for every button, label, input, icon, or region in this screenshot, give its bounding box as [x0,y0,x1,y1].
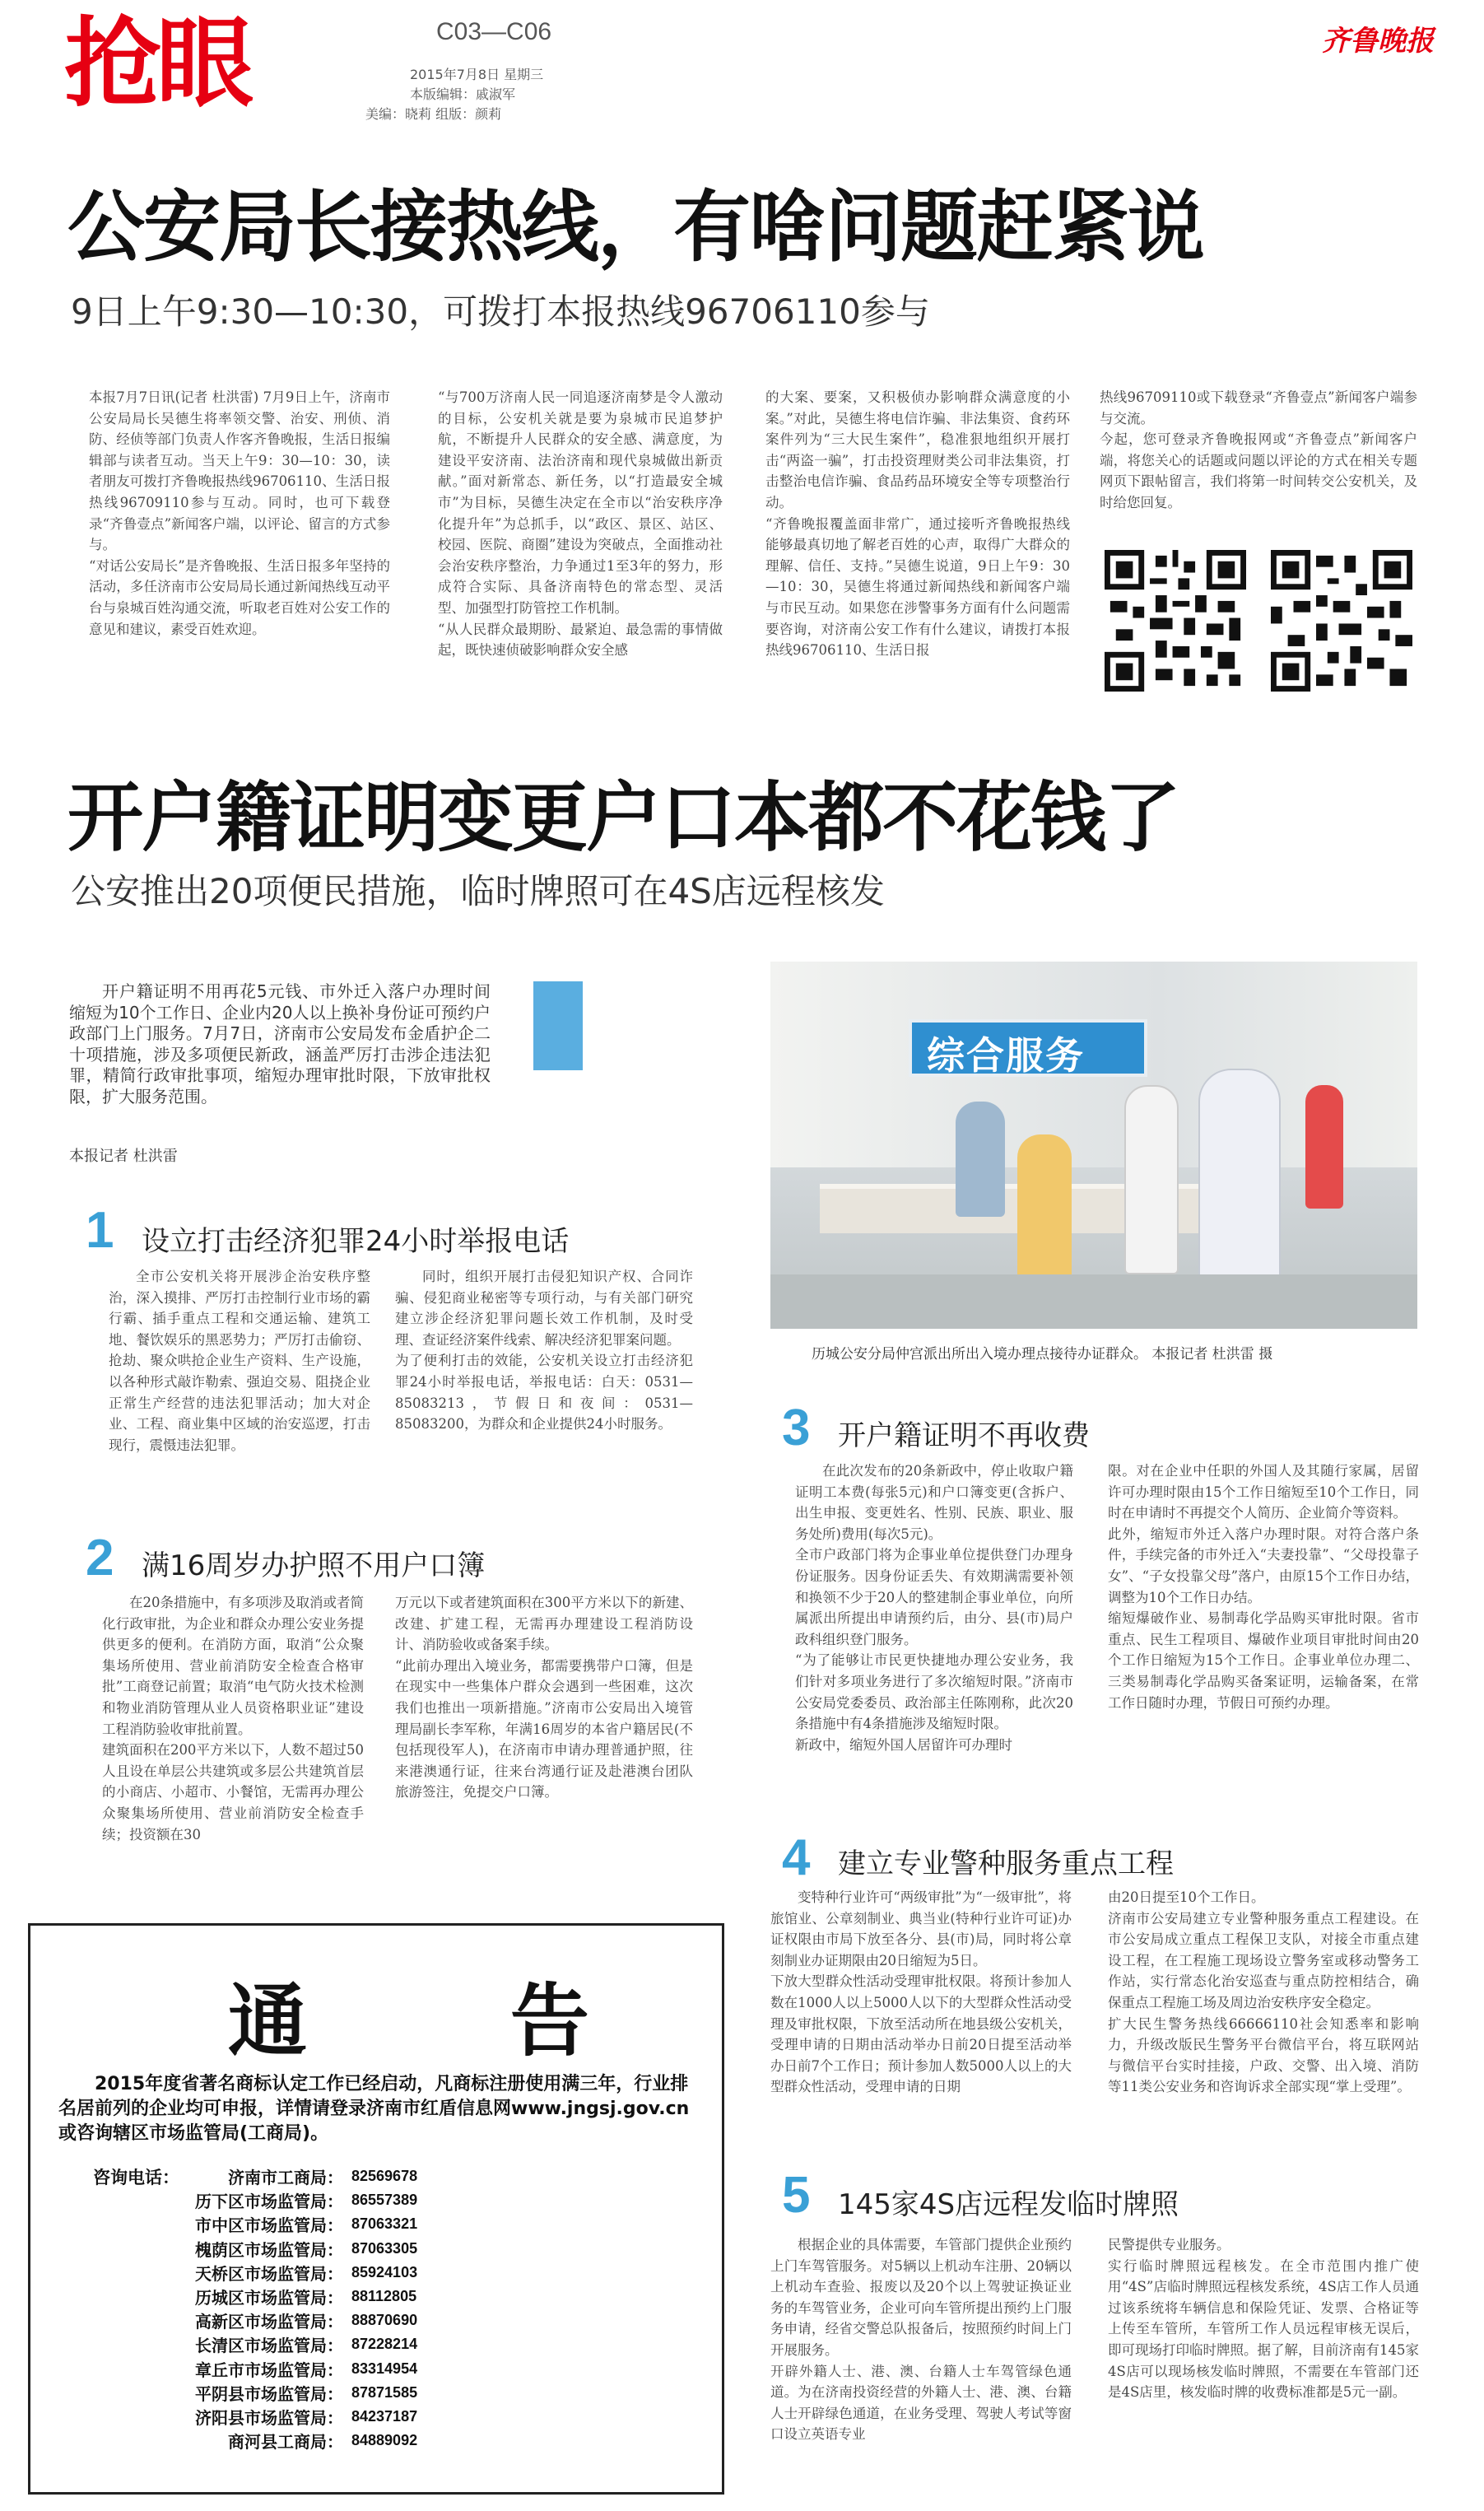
office-phone: 87871585 [351,2383,418,2401]
office-name: 平阴县市场监管局： [195,2383,343,2404]
column-text: 在20条措施中，有多项涉及取消或者简化行政审批，为企业和群众办理公安业务提供更多的便利。在消防方面，取消“公众聚集场所使用、营业前消防安全检查合格审批”工商登记前置；取消“电气防火技术检测和物业消防管理从业人员资格职业证”建设工程消防验收审批前置。 建筑面积在200平方米以下，人数不超过50人且设在单层公共建筑或多层公共建筑首层的小商店、小超市、小餐馆，无需再办理公众聚集场所使用、营业前消防安全检查手续；投资额在30 [102,1595,364,1842]
office-phone: 82569678 [351,2168,418,2185]
section-number: 2 [86,1530,114,1586]
office-name: 天桥区市场监管局： [195,2263,343,2284]
office-name: 济南市工商局： [228,2168,343,2188]
office-phone: 84889092 [351,2432,418,2449]
column-text: 民警提供专业服务。 实行临时牌照远程核发。在全市范围内推广使用“4S”店临时牌照远程核发系统，4S店工作人员通过该系统将车辆信息和保险凭证、发票、合格证等上传至车管所，车管所工作人员远程审核无误后，即可现场打印临时牌照。据了解，目前济南有145家4S店可以现场核发临时牌照，不需要在车管部门还是4S店里，核发临时牌的收费标准都是5元一副。 [1108,2237,1419,2401]
office-phone: 86557389 [351,2192,418,2209]
office-name: 商河县工商局： [228,2432,343,2453]
section-number: 5 [782,2167,811,2224]
section-title: 建立专业警种服务重点工程 [838,1847,1174,1880]
photo-caption: 历城公安分局仲宫派出所出入境办理点接待办证群众。 本报记者 杜洪雷 摄 [812,1346,1273,1363]
column-text: 本报7月7日讯(记者 杜洪雷) 7月9日上午，济南市公安局局长吴德生将率领交警、治安、刑侦、消防、经侦等部门负责人作客齐鲁晚报，生活日报编辑部与读者互动。当天上午9：30—10：30，读者朋友可拨打齐鲁晚报热线96706110、生活日报热线96709110参与互动。同时，也可下载登录“齐鲁壹点”新闻客户端，以评论、留言的方式参与。 “对话公安局长”是齐鲁晚报、生活日报多年坚持的活动，多任济南市公安局局长通过新闻热线互动平台与泉城百姓沟通交流，听取老百姓对公安工作的意见和建议，素受百姓欢迎。 [89,389,390,637]
column-text: 万元以下或者建筑面积在300平方米以下的新建、改建、扩建工程，无需再办理建设工程消防设计、消防验收或备案手续。 “此前办理出入境业务，都需要携带户口簿，但是在现实中一些集体户群众会遇到一些困难，这次我们也推出一项新措施。”济南市公安局出入境管理局副长李军称，年满16周岁的本省户籍居民(不包括现役军人)，在济南市申请办理普通护照，往来港澳通行证，往来台湾通行证及赴港澳台团队旅游签注，免提交户口簿。 [395,1595,693,1801]
phone-label: 咨询电话： [93,2168,179,2187]
office-phone: 87063321 [351,2215,418,2233]
column-text: 根据企业的具体需要，车管部门提供企业预约上门车驾管服务。对5辆以上机动车注册、20辆以上机动车查验、报废以及20个以上驾驶证换证业务的车驾管业务，企业可向车管所提出预约上门服务申请，经省交警总队报备后，按照预约时间上门开展服务。 开辟外籍人士、港、澳、台籍人士车驾管绿色通道。为在济南投资经营的外籍人士、港、澳、台籍人士开辟绿色通道，在业务受理、驾驶人考试等窗口设立英语专业 [770,2237,1072,2443]
section-title: 满16周岁办护照不用户口簿 [142,1549,486,1582]
contact-row [179,2429,442,2453]
office-phone: 84237187 [351,2407,418,2425]
column-text: 在此次发布的20条新政中，停止收取户籍证明工本费(每张5元)和户口簿变更(含拆户、出生申报、变更姓名、性别、民族、职业、服务处所)费用(每次5元)。 全市户政部门将为企事业单位提供登门办理身份证服务。因身份证丢失、有效期满需要补领和换领不少于20人的整建制企事业单位，向所属派出所提出申请预约后，由分、县(市)局户政科组织登门服务。 “为了能够让市民更快捷地办理公安业务，我们针对多项业务进行了多次缩短时限。”济南市公安局党委委员、政治部主任陈刚称，此次20条措施中有4条措施涉及缩短时限。 新政中，缩短外国人居留许可办理时 [795,1463,1073,1753]
office-name: 市中区市场监管局： [195,2215,343,2236]
page-range: C03—C06 [436,18,552,45]
contact-row [179,2381,442,2405]
subheadline: 9日上午9:30—10:30，可拨打本报热线96706110参与 [71,291,930,332]
contact-row [179,2237,442,2261]
contact-row [179,2405,442,2429]
office-phone: 88112805 [351,2288,417,2305]
column-text: “与700万济南人民一同追逐济南梦是令人激动的目标，公安机关就是要为泉城市民追梦护航，不断提升人民群众的安全感、满意度，为建设平安济南、法治济南和现代泉城做出新贡献。”面对新常态、新任务，以“打造最安全城市”为目标，吴德生决定在全市以“治安秩序净化提升年”为总抓手，以“政区、景区、站区、校园、医院、商圈”建设为突破点，全面推动社会治安秩序整治，力争通过1至3年的努力，形成符合实际、具备济南特色的常态型、灵活型、加强型打防管控工作机制。 “从人民群众最期盼、最紧迫、最急需的事情做起，既快速侦破影响群众安全感 [438,389,723,659]
photo-sign-text: 综合服务 [927,1033,1085,1078]
article-column [395,1266,693,1487]
article-column [89,387,390,693]
section-title: 145家4S店远程发临时牌照 [838,2188,1179,2221]
article-column [1108,2234,1419,2498]
section-title: 抢眼 [64,7,249,120]
article-column [1100,387,1417,519]
office-phone: 87063305 [351,2239,418,2257]
office-name: 历城区市场监管局： [195,2288,343,2308]
contact-list [179,2164,442,2453]
section-title: 开户籍证明不再收费 [838,1419,1090,1452]
contact-row [179,2164,442,2188]
contact-row [179,2285,442,2308]
notice-body: 2015年度省著名商标认定工作已经启动，凡商标注册使用满三年，行业排名居前列的企业均可申报，详情请登录济南市红盾信息网www.jngsj.gov.cn或咨询辖区市场监管局(工商局)。 [58,2074,690,2144]
decor-block [533,981,583,1070]
article-column [395,1592,693,1889]
office-name: 历下区市场监管局： [195,2192,343,2212]
photo-person [956,1102,1005,1217]
article-column [1108,1887,1419,2157]
column-text: 限。对在企业中任职的外国人及其随行家属，居留许可办理时限由15个工作日缩短至10个工作日，同时在申请时不再提交个人简历、企业简介等资料。 此外，缩短市外迁入落户办理时限。对符合落户条件，手续完备的市外迁入“夫妻投靠”、“父母投靠子女”、“子女投靠父母”落户，由原15个工作日办结，调整为10个工作日办结。 缩短爆破作业、易制毒化学品购买审批时限。省市重点、民生工程项目、爆破作业项目审批时间由20个工作日缩短为15个工作日。企事业单位办理二、三类易制毒化学品购买备案证明，运输备案，在常工作日随时办理，节假日可预约办理。 [1108,1463,1419,1711]
issue-date: 2015年7月8日 星期三 [410,67,544,82]
headline: 公安局长接热线，有啥问题赶紧说 [67,183,1204,273]
article-column [765,387,1070,693]
paper-logo: 齐鲁晚报 [1322,25,1434,58]
page-designer: 美编：晓莉 组版：颜莉 [365,106,502,122]
lead-paragraph: 开户籍证明不用再花5元钱、市外迁入落户办理时间缩短为10个工作日、企业内20人以上换补身份证可预约户政部门上门服务。7月7日，济南市公安局发布金盾护企二十项措施，涉及多项便民新政，涵盖严厉打击涉企违法犯罪，精简行政审批事项，缩短办理审批时限，下放审批权限，扩大服务范围。 [69,981,491,1106]
contact-row [179,2332,442,2356]
office-phone: 87228214 [351,2336,418,2353]
column-text: 的大案、要案，又积极侦办影响群众满意度的小案。”对此，吴德生将电信诈骗、非法集资、食药环案件列为“三大民生案件”，稳准狠地组织开展打击“两盗一骗”，打击投资理财类公司非法集资，打击整治电信诈骗、食品药品环境安全等专项整治行动。 “齐鲁晚报覆盖面非常广，通过接听齐鲁晚报热线能够最真切地了解老百姓的心声，取得广大群众的理解、信任、支持。”吴德生说道，9日上午9：30—10：30，吴德生将通过新闻热线和新闻客户端与市民互动。如果您在涉警事务方面有什么问题需要咨询，对济南公安工作有什么建议，请拨打本报热线96706110、生活日报 [765,389,1070,659]
article-column [1108,1460,1419,1796]
office-phone: 85924103 [351,2263,418,2280]
section-number: 4 [782,1829,811,1886]
office-name: 济阳县市场监管局： [195,2407,343,2428]
office-phone: 83314954 [351,2360,418,2377]
contact-row [179,2188,442,2212]
office-name: 章丘市市场监管局： [195,2360,343,2380]
office-name: 高新区市场监管局： [195,2312,343,2332]
photo-person [1124,1085,1179,1274]
column-text: 全市公安机关将开展涉企治安秩序整治，深入摸排、严厉打击控制行业市场的霸行霸、插手重点工程和交通运输、建筑工地、餐饮娱乐的黑恶势力；严厉打击偷窃、抢劫、聚众哄抢企业生产资料、生产设施，以各种形式敲诈勒索、强迫交易、阻挠企业正常生产经营的违法犯罪活动；加大对企业、工程、商业集中区域的治安巡逻，打击现行，震慑违法犯罪。 [109,1269,370,1453]
column-text: 热线96709110或下载登录“齐鲁壹点”新闻客户端参与交流。 今起，您可登录齐鲁晚报网或“齐鲁壹点”新闻客户端，将您关心的话题或问题以评论的方式在相关专题网页下跟帖留言，我们将第一时间转交公安机关，及时给您回复。 [1100,389,1417,510]
subheadline: 公安推出20项便民措施，临时牌照可在4S店远程核发 [71,871,885,911]
qr-code-icon [1271,550,1412,692]
article-column [770,2234,1072,2498]
article-column [770,1887,1072,2157]
column-text: 同时，组织开展打击侵犯知识产权、合同诈骗、侵犯商业秘密等专项行动，与有关部门研究建立涉企经济犯罪问题长效工作机制，及时受理、查证经济案件线索、解决经济犯罪案问题。 为了便利打击的效能，公安机关设立打击经济犯罪24小时举报电话，举报电话：白天：0531—85083213，节假日和夜间：0531—85083200，为群众和企业提供24小时服务。 [395,1269,693,1433]
article-column [795,1460,1073,1796]
column-text: 变特种行业许可“两级审批”为“一级审批”，将旅馆业、公章刻制业、典当业(特种行业许可证)办证权限由市局下放至各分、县(市)局，同时将公章刻制业办证期限由20日缩短为5日。 下放大型群众性活动受理审批权限。将预计参加人数在1000人以上5000人以下的大型群众性活动受理及审批权限，下放至活动所在地县级公安机关，受理申请的日期由活动举办日前20日提至活动举办日前7个工作日；预计参加人数5000人以上的大型群众性活动，受理申请的日期 [770,1889,1072,2095]
section-number: 1 [86,1202,114,1259]
article-column [102,1592,364,1889]
column-text: 由20日提至10个工作日。 济南市公安局建立专业警种服务重点工程建设。在市公安局成立重点工程保卫支队，对接全市重点建设工程，在工程施工现场设立警务室或移动警务工作站，实行常态化治安巡查与重点防控相结合，确保重点工程施工场及周边治安秩序安全稳定。 扩大民生警务热线66666110社会知悉率和影响力，升级改版民生警务平台微信平台，将互联网站与微信平台实时挂接，户政、交警、出入境、消防等11类公安业务和咨询诉求全部实现“掌上受理”。 [1108,1889,1419,2095]
news-photo [770,962,1417,1329]
notice-advertisement [28,1923,724,2495]
contact-row [179,2261,442,2285]
contact-row [179,2308,442,2332]
photo-person [1305,1085,1343,1209]
headline: 开户籍证明变更户口本都不花钱了 [67,774,1179,862]
photo-floor [770,1274,1417,1329]
contact-row [179,2357,442,2381]
byline: 本报记者 杜洪雷 [69,1148,178,1165]
office-name: 长清区市场监管局： [195,2336,343,2356]
section-title: 设立打击经济犯罪24小时举报电话 [142,1225,570,1258]
office-name: 槐荫区市场监管局： [195,2239,343,2260]
article-column [109,1266,370,1487]
article-column [438,387,723,693]
contact-row [179,2212,442,2236]
photo-person [1017,1134,1072,1283]
contact-rows [179,2164,442,2453]
page-editor: 本版编辑：戚淑军 [410,86,516,102]
office-phone: 88870690 [351,2312,418,2329]
qr-code-icon [1105,550,1246,692]
notice-title: 通 告 [228,1975,639,2067]
section-number: 3 [782,1400,811,1456]
